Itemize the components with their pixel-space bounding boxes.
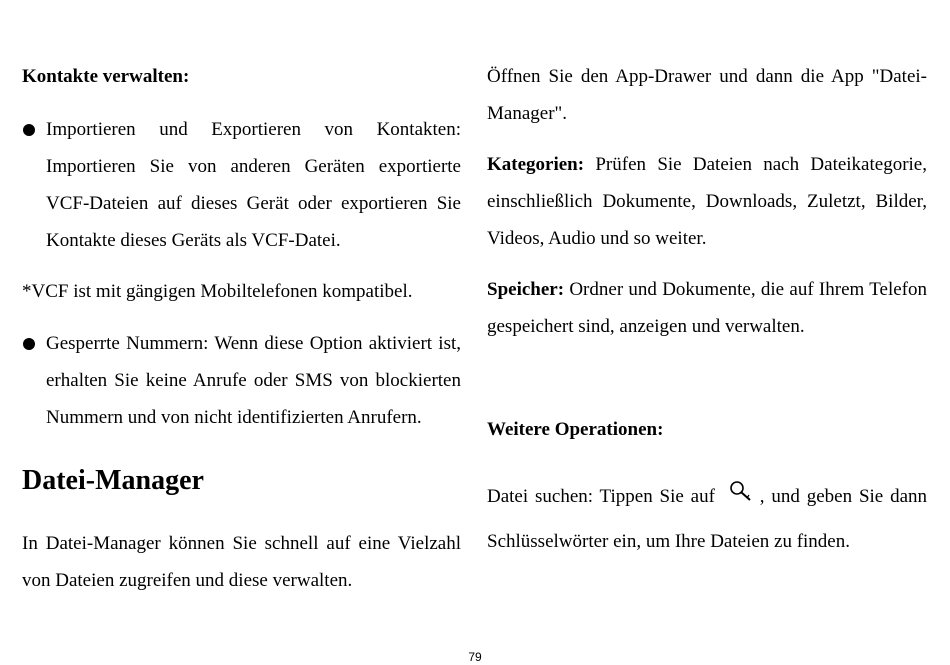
bullet-blocked-numbers xyxy=(22,325,461,436)
file-manager-intro: In Datei-Manager können Sie schnell auf eine Vielzahl von Dateien zugreifen und diese verwalten. xyxy=(22,533,461,591)
categories-paragraph xyxy=(487,146,927,257)
search-text-before: Datei suchen: Tippen Sie auf xyxy=(487,486,722,507)
contacts-heading: Kontakte verwalten: xyxy=(22,66,190,87)
bullet-dot-icon xyxy=(23,124,35,136)
left-column xyxy=(22,58,461,599)
bullet-blocked-numbers-text: Gesperrte Nummern: Wenn diese Option aktiviert ist, erhalten Sie keine Anrufe oder SMS von blockierten Nummern und von nicht identifizierten Anrufern. xyxy=(46,333,461,428)
search-paragraph xyxy=(487,474,927,564)
categories-label: Kategorien: xyxy=(487,154,585,175)
search-icon xyxy=(728,476,758,500)
storage-label: Speicher: xyxy=(487,279,565,300)
more-operations-heading: Weitere Operationen: xyxy=(487,419,664,440)
search-text-after: , und geben Sie dann Schlüsselwörter ein, um Ihre Dateien zu finden. xyxy=(487,486,928,552)
categories-text: Prüfen Sie Dateien nach Dateikategorie, einschließlich Dokumente, Downloads, Zuletzt, Bilder, Videos, Audio und so weiter. xyxy=(487,154,927,249)
bullet-import-export-text: Importieren und Exportieren von Kontakten: Importieren Sie von anderen Geräten exportierte VCF-Dateien auf dieses Gerät oder exportieren Sie Kontakte dieses Geräts als VCF-Datei. xyxy=(46,119,461,251)
storage-text: Ordner und Dokumente, die auf Ihrem Telefon gespeichert sind, anzeigen und verwalten. xyxy=(487,279,927,337)
storage-paragraph xyxy=(487,271,927,345)
vcf-note: *VCF ist mit gängigen Mobiltelefonen kompatibel. xyxy=(22,281,413,302)
right-column xyxy=(487,58,927,564)
file-manager-heading: Datei-Manager xyxy=(22,465,204,496)
open-app-text: Öffnen Sie den App-Drawer und dann die App "Datei-Manager". xyxy=(487,66,927,124)
bullet-import-export xyxy=(22,111,461,259)
bullet-dot-icon xyxy=(23,338,35,350)
page-number: 79 xyxy=(468,650,482,664)
